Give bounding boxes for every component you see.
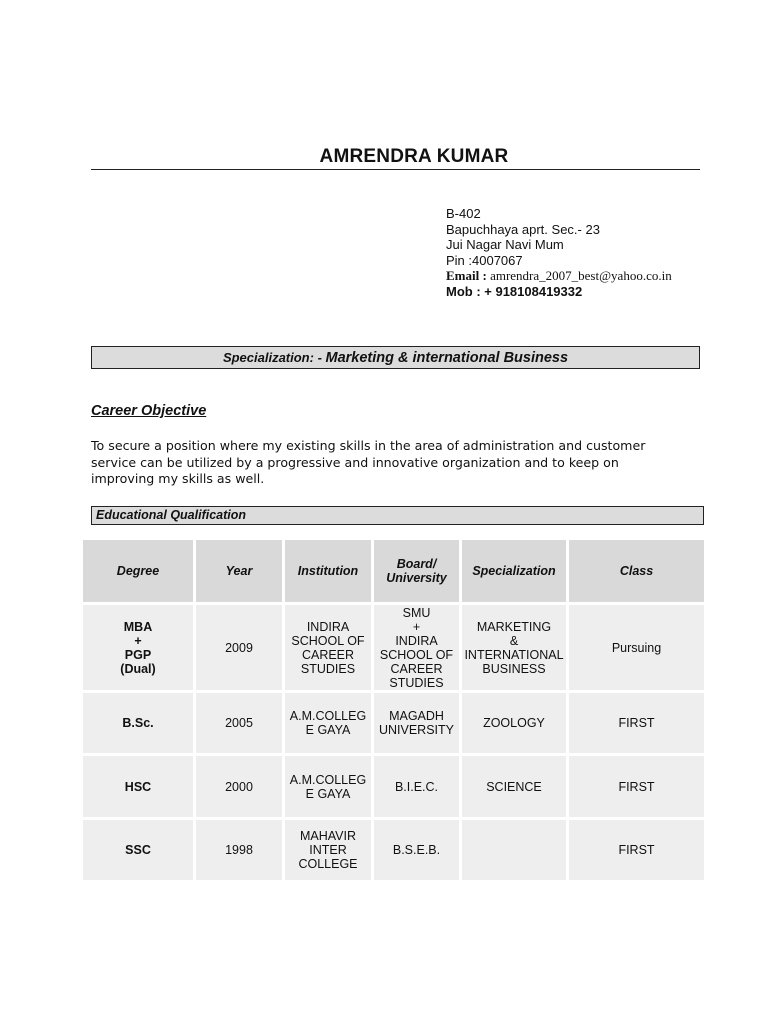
address-line-2: Bapuchhaya aprt. Sec.- 23 [446,221,600,237]
cell-institution: A.M.COLLEG E GAYA [285,756,371,817]
column-header-board: Board/ University [374,540,459,602]
cell-board: SMU + INDIRA SCHOOL OF CAREER STUDIES [374,605,459,690]
column-header-class: Class [569,540,704,602]
column-header-degree: Degree [83,540,193,602]
cell-year: 1998 [196,820,282,880]
cell-year: 2009 [196,605,282,690]
cell-institution: MAHAVIR INTER COLLEGE [285,820,371,880]
cell-board: MAGADH UNIVERSITY [374,693,459,753]
column-header-specialization: Specialization [462,540,566,602]
cell-institution: A.M.COLLEG E GAYA [285,693,371,753]
cell-class: FIRST [569,693,704,753]
table-row [83,756,704,817]
specialization-banner [91,346,700,369]
cell-board: B.S.E.B. [374,820,459,880]
address-line-3: Jui Nagar Navi Mum [446,237,564,252]
email-value[interactable]: amrendra_2007_best@yahoo.co.in [486,268,672,283]
contact-block [446,206,672,299]
cell-year: 2000 [196,756,282,817]
education-heading: Educational Qualification [91,506,704,525]
email-label: Email : [446,268,487,283]
candidate-name: AMRENDRA KUMAR [319,146,509,167]
cell-degree: B.Sc. [83,693,193,753]
cell-specialization: MARKETING & INTERNATIONAL BUSINESS [462,605,566,690]
table-row [83,693,704,753]
table-header-row [83,540,704,602]
cell-specialization: SCIENCE [462,756,566,817]
cell-class: FIRST [569,756,704,817]
cell-institution: INDIRA SCHOOL OF CAREER STUDIES [285,605,371,690]
table-row [83,820,704,880]
cell-board: B.I.E.C. [374,756,459,817]
career-objective-heading: Career Objective [91,403,207,419]
address-line-1: B-402 [446,206,481,221]
cell-specialization [462,820,566,880]
address-pin: Pin :4007067 [446,252,523,268]
cell-class: FIRST [569,820,704,880]
cell-degree: HSC [83,756,193,817]
column-header-institution: Institution [285,540,371,602]
cell-degree: SSC [83,820,193,880]
cell-year: 2005 [196,693,282,753]
column-header-year: Year [196,540,282,602]
specialization-label: Specialization: - [222,350,326,365]
cell-class: Pursuing [569,605,704,690]
specialization-value: Marketing & international Business [325,350,569,366]
email-line [446,268,672,284]
header-divider [91,169,700,170]
mobile-number: Mob : + 918108419332 [446,283,583,299]
cell-specialization: ZOOLOGY [462,693,566,753]
education-table [80,537,707,883]
table-row [83,605,704,690]
career-objective-text: To secure a position where my existing skills in the area of administration and customer service can be utilized by a progressive and innovative organization and to keep on improving my skills as well. [91,438,646,486]
cell-degree: MBA + PGP (Dual) [83,605,193,690]
